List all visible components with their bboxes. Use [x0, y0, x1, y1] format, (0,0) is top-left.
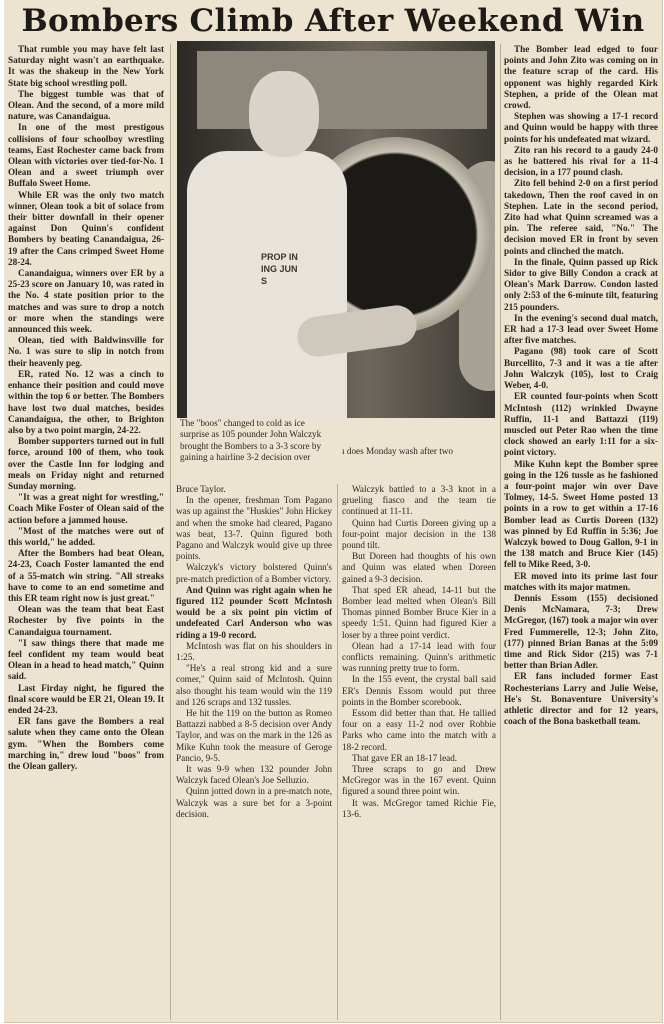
- paragraph: It was 9-9 when 132 pounder John Walczyk faced Olean's Joe Selluzio.: [176, 764, 332, 786]
- paragraph: And Quinn was right again when he figured 112 pounder Scott McIntosh would be a six point pin victim of undefeated Carl Anderson who was riding a 19-0 record.: [176, 584, 332, 640]
- paragraph: He hit the 119 on the button as Romeo Battazzi nabbed a 8-5 decision over Andy Taylor, and was on the mark in the 126 as Mike Kuhn took the measure of Geroge Pancio, 9-5.: [176, 708, 332, 763]
- paragraph: McIntosh was flat on his shoulders in 1:25.: [176, 640, 332, 663]
- paragraph: In the 155 event, the crystal ball said ER's Dennis Essom would put three points in the Bomber scorebook.: [342, 674, 496, 707]
- paragraph: In the finale, Quinn passed up Rick Sidor to give Billy Condon a crack at Olean's Mark Darrow. Condon lasted only 2:53 of the 6-minute tilt, featuring 215 pounders.: [504, 256, 658, 312]
- column-1: [8, 44, 164, 1020]
- paragraph: Three scraps to go and Drew McGregor was in the 167 event. Quinn figured a sound three point win.: [342, 764, 496, 797]
- photo-caption-continued: ı does Monday wash after two: [342, 446, 453, 456]
- paragraph: Zito ran his record to a gaudy 24-0 as he battered his rival for a 11-4 decision, in a 177 pound clash.: [504, 144, 658, 178]
- photo-window: [197, 51, 487, 129]
- paragraph: That gave ER an 18-17 lead.: [352, 752, 458, 763]
- paragraph: In one of the most prestigous collisions of four schoolboy wrestling teams, East Rochester came back from Olean with victories over tied-for-No. 1 Olean and a sweet triumph over Buffalo Sweet Home.: [8, 122, 164, 189]
- newspaper-clipping: [4, 0, 663, 1023]
- paragraph: While ER was the only two match winner, Olean took a bit of solace from their bitter downfall in their opener against Don Quinn's confident Bombers by beating Canandaigua, 26-19 after the Cans crimped Sweet Home 28-24.: [8, 189, 164, 267]
- paragraph: In the opener, freshman Tom Pagano was up against the "Huskies" John Hickey and when the smoke had cleared, Pagano was beat, 13-7. Quinn figured both Pagano and Walczyk would give up three points.: [176, 495, 332, 562]
- paragraph: Dennis Essom (155) decisioned Denis McNamara, 7-3; Drew McGregor, (167) took a major win over Fred Fummerelle, 12-3; John Zito, (177) pinned Brian Banas at the 5:09 time and Rick Sidor (215) was 7-1 better than Brian Adler.: [504, 592, 658, 671]
- paragraph: "He's a real strong kid and a sure comer," Quinn said of McIntosh. Quinn also thought his team would win the 119 and 126 scraps and 132 tussles.: [176, 663, 332, 707]
- paragraph: Stephen was showing a 17-1 record and Quinn would be happy with three points for his undefeated mat wizard.: [504, 111, 658, 144]
- paragraph: It was. McGregor tamed Richie Fie, 13-6.: [342, 797, 496, 819]
- paragraph: In the evening's second dual match, ER had a 17-3 lead over Sweet Home after five matches.: [504, 312, 658, 346]
- paragraph: Pagano (98) took care of Scott Burcellito, 7-3 and it was a tie after John Walczyk (105), lost to Craig Weber, 4-0.: [504, 346, 658, 391]
- photo-man-head: [249, 71, 319, 157]
- photo-caption: The "boos" changed to cold as ice surprise as 105 pounder John Walczyk brought the Bombers to a 3-3 score by gaining a hairline 3-2 decision over: [180, 418, 322, 463]
- column-3: [342, 484, 496, 1020]
- paragraph: Olean had a 17-14 lead with four conflicts remaining. Quinn's arithmetic was running pretty true to form.: [342, 640, 496, 674]
- paragraph: Canandaigua, winners over ER by a 25-23 score on January 10, was rated in the No. 4 state position prior to the matches and was sure to drop a notch or more when the standings were announced this week.: [8, 268, 164, 335]
- paragraph: But Doreen had thoughts of his own and Quinn was elated when Doreen gained a 9-3 decision.: [342, 551, 496, 584]
- column-rule: [500, 44, 501, 1020]
- paragraph: Bruce Taylor.: [176, 484, 226, 494]
- paragraph: ER fans gave the Bombers a real salute when they came onto the Olean gym. "When the Bombers come marching in," drew loud "boos" from the Olean gallery.: [8, 716, 164, 771]
- paragraph: ER counted four-points when Scott McIntosh (112) wrinkled Dwayne Ruffin, 11-1 and Battazzi (119) muscled out Peter Rao when the time clock showed an early 1:11 for a six-point victory.: [504, 391, 658, 458]
- paragraph: ER, rated No. 12 was a cinch to enhance their position and could move within the top 6 or better. The Bombers have lost two dual matches, besides Canandaigua, the other, to Brighton also by a two point margin, 24-22.: [8, 368, 164, 435]
- paragraph: Quinn had Curtis Doreen giving up a four-point major decision in the 138 pound tilt.: [342, 517, 496, 551]
- paragraph: After the Bombers had beat Olean, 24-23, Coach Foster lamanted the end of a 55-match win string. "All streaks have to come to an end sometime and this ER team right now is just great.": [8, 548, 164, 603]
- paragraph: Essom did better than that. He tallied four on a easy 11-2 nod over Robbie Parks who came into the match with a 18-2 record.: [342, 708, 496, 752]
- paragraph: Walczyk battled to a 3-3 knot in a grueling fiasco and the team tie continued at 11-11.: [342, 484, 496, 517]
- paragraph: Olean, tied with Baldwinsville for No. 1 was sure to slip in notch from their heavenly peg.: [8, 335, 164, 368]
- paragraph: The Bomber lead edged to four points and John Zito was coming on in the feature scrap of the card. His opponent was highly regarded Kirk Stephen, a pride of the Olean mat crowd.: [504, 44, 658, 111]
- photo: [177, 41, 495, 418]
- paragraph: Quinn jotted down in a pre-match note, Walczyk was a sure bet for a 3-point decision.: [176, 786, 332, 819]
- paragraph: That rumble you may have felt last Saturday night wasn't an earthquake. It was the shakeup in the New York State big school wrestling poll.: [8, 44, 164, 88]
- column-rule: [170, 44, 171, 1020]
- paragraph: "It was a great night for wrestling," Coach Mike Foster of Olean said of the action before a jammed house.: [8, 492, 164, 525]
- photo-shirt-lettering: PROP IN ING JUN S: [261, 252, 298, 286]
- paragraph: Olean was the team that beat East Rochester by five points in the Canandaigua tournament.: [8, 604, 164, 637]
- column-4: [504, 44, 658, 1020]
- paragraph: ER fans included former East Rochesterians Larry and Julie Weise, He's St. Bonaventure University's athletic director and for 12 years, coach of the Bona basketball team.: [504, 671, 658, 727]
- column-2: [176, 484, 332, 1020]
- paragraph: Zito fell behind 2-0 on a first period takedown, Then the roof caved in on Stephen. Late in the second period, Zito had what Quinn screamed was a pin. The referee said, "No." The decision moved ER in front by seven points and clinched the match.: [504, 178, 658, 256]
- paragraph: That sped ER ahead, 14-11 but the Bomber lead melted when Olean's Bill Thomas pinned Bomber Bruce Kier in a speedy 1:51. Quinn had figured Kier a loser by a three point verdict.: [342, 584, 496, 640]
- paragraph: ER moved into its prime last four matches with its major matmen.: [504, 570, 658, 592]
- paragraph: "I saw things there that made me feel confident my team would beat Olean in a head to head match," Quinn said.: [8, 637, 164, 682]
- paragraph: "Most of the matches were out of this world," he added.: [8, 525, 164, 547]
- headline: Bombers Climb After Weekend Win: [21, 3, 645, 39]
- paragraph: Walczyk's victory bolstered Quinn's pre-match prediction of a Bomber victory.: [176, 562, 332, 584]
- paragraph: Bomber supporters turned out in full force, around 100 of them, who took over the Castle Inn for lodging and meals on Friday night and returned Sunday morning.: [8, 436, 164, 491]
- paragraph: Last Firday night, he figured the final score would be ER 21, Olean 19. It ended 24-23.: [8, 682, 164, 715]
- paragraph: The biggest tumble was that of Olean. And the second, of a more mild nature, was Canandaigua.: [8, 88, 164, 122]
- column-rule: [337, 484, 338, 1020]
- paragraph: Mike Kuhn kept the Bomber spree going in the 126 tussle as he fashioned a four-point major win over Dave Tolmey, 14-5. Sweet Home posted 13 points in a row to get within a 17-16 Bomber lead as Curtis Doreen (132) was pinned by Ed Ruffin in 5:36; Joe Walczyk bowed to Doug Gallon, 9-1 in the 138 match and Bruce Kier (145) fell to Mike Reed, 3-0.: [504, 458, 658, 570]
